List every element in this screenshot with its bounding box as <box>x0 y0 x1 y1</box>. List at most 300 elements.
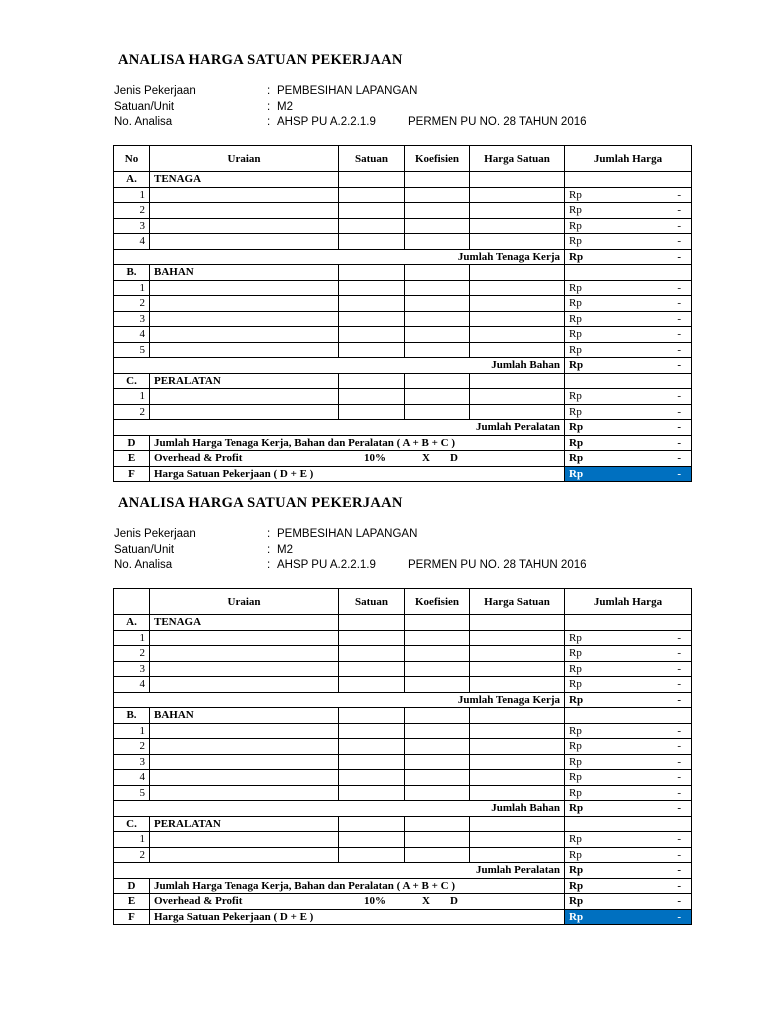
amount-value: - <box>677 297 681 309</box>
uraian-cell <box>150 754 339 770</box>
amount-value: - <box>677 405 681 418</box>
table-row <box>114 187 692 203</box>
row-number: 1 <box>114 723 150 739</box>
koefisien-cell <box>405 754 470 770</box>
summary-label <box>150 894 565 910</box>
uraian-cell <box>150 203 339 219</box>
uraian-cell <box>150 234 339 250</box>
harga-satuan-cell <box>470 630 565 646</box>
koefisien-cell <box>405 342 470 358</box>
uraian-cell <box>150 218 339 234</box>
no-analisa-row <box>114 114 634 130</box>
amount-value: - <box>677 436 681 449</box>
jumlah-harga-cell <box>565 234 692 250</box>
currency-label: Rp <box>569 297 582 310</box>
koefisien-cell <box>405 847 470 863</box>
header-satuan: Satuan <box>339 146 405 172</box>
uraian-cell <box>150 389 339 405</box>
currency-label: Rp <box>569 281 582 294</box>
analysis-table <box>113 145 692 482</box>
summary-row <box>114 894 692 910</box>
table-row <box>114 677 692 693</box>
header-koefisien: Koefisien <box>405 589 470 615</box>
uraian-cell <box>150 630 339 646</box>
koefisien-cell <box>405 646 470 662</box>
header-no: No <box>114 146 150 172</box>
koefisien-cell <box>405 311 470 327</box>
summary-label <box>150 878 565 894</box>
summary-letter: D <box>114 435 150 451</box>
group-name: BAHAN <box>150 708 339 724</box>
row-number: 3 <box>114 311 150 327</box>
overhead-percent: 10% <box>364 452 386 465</box>
amount-value: - <box>677 740 681 752</box>
amount-value: - <box>677 771 681 783</box>
empty-cell <box>405 615 470 631</box>
summary-label <box>150 909 565 925</box>
koefisien-cell <box>405 389 470 405</box>
summary-row <box>114 909 692 925</box>
summary-label <box>150 466 565 482</box>
uraian-cell <box>150 770 339 786</box>
jumlah-harga-cell <box>565 358 692 374</box>
satuan-cell <box>339 327 405 343</box>
header-uraian: Uraian <box>150 146 339 172</box>
group-header-row <box>114 816 692 832</box>
koefisien-cell <box>405 187 470 203</box>
empty-cell <box>339 816 405 832</box>
koefisien-cell <box>405 630 470 646</box>
satuan-cell <box>339 630 405 646</box>
amount-value: - <box>677 647 681 659</box>
uraian-cell <box>150 280 339 296</box>
harga-satuan-cell <box>470 311 565 327</box>
row-number: 4 <box>114 677 150 693</box>
summary-text: Harga Satuan Pekerjaan ( D + E ) <box>154 910 314 923</box>
amount-value: - <box>677 421 681 433</box>
jumlah-harga-cell <box>565 342 692 358</box>
row-number: 3 <box>114 754 150 770</box>
summary-row <box>114 466 692 482</box>
table-row <box>114 203 692 219</box>
uraian-cell <box>150 739 339 755</box>
header-harga-satuan: Harga Satuan <box>470 589 565 615</box>
satuan-unit-label: Satuan/Unit <box>114 101 175 113</box>
jenis-pekerjaan-label: Jenis Pekerjaan <box>114 528 196 540</box>
satuan-cell <box>339 770 405 786</box>
uraian-cell <box>150 404 339 420</box>
group-header-row <box>114 615 692 631</box>
no-analisa-label: No. Analisa <box>114 559 173 571</box>
uraian-cell <box>150 785 339 801</box>
empty-cell <box>405 373 470 389</box>
table-row <box>114 389 692 405</box>
amount-value: - <box>677 359 681 371</box>
koefisien-cell <box>405 296 470 312</box>
subtotal-row <box>114 249 692 265</box>
koefisien-cell <box>405 234 470 250</box>
table-row <box>114 770 692 786</box>
uraian-cell <box>150 342 339 358</box>
currency-label: Rp <box>569 848 582 861</box>
colon-separator: : <box>267 559 271 571</box>
amount-value: - <box>677 312 681 325</box>
jumlah-harga-cell <box>565 878 692 894</box>
regulation-reference: PERMEN PU NO. 28 TAHUN 2016 <box>408 116 587 128</box>
harga-satuan-cell <box>470 785 565 801</box>
header-harga-satuan: Harga Satuan <box>470 146 565 172</box>
jumlah-harga-cell <box>565 801 692 817</box>
table-row <box>114 646 692 662</box>
subtotal-row <box>114 692 692 708</box>
currency-label: Rp <box>569 390 582 403</box>
currency-label: Rp <box>569 436 584 449</box>
harga-satuan-cell <box>470 327 565 343</box>
empty-cell <box>405 816 470 832</box>
jumlah-harga-cell <box>565 327 692 343</box>
jumlah-harga-cell <box>565 389 692 405</box>
header-uraian: Uraian <box>150 589 339 615</box>
currency-label: Rp <box>569 188 582 201</box>
table-row <box>114 847 692 863</box>
header-satuan: Satuan <box>339 589 405 615</box>
satuan-cell <box>339 646 405 662</box>
summary-text: Jumlah Harga Tenaga Kerja, Bahan dan Peralatan ( A + B + C ) <box>154 879 456 892</box>
header-no <box>114 589 150 615</box>
harga-satuan-cell <box>470 832 565 848</box>
subtotal-row <box>114 420 692 436</box>
jumlah-harga-cell <box>565 847 692 863</box>
jumlah-harga-cell <box>565 723 692 739</box>
jumlah-harga-cell <box>565 311 692 327</box>
currency-label: Rp <box>569 724 582 737</box>
empty-cell <box>339 615 405 631</box>
currency-label: Rp <box>569 452 584 465</box>
row-number: 1 <box>114 187 150 203</box>
empty-cell <box>339 373 405 389</box>
amount-value: - <box>677 235 681 247</box>
table-row <box>114 785 692 801</box>
jenis-pekerjaan-row <box>114 83 634 99</box>
row-number: 5 <box>114 785 150 801</box>
empty-cell <box>470 373 565 389</box>
currency-label: Rp <box>569 740 582 753</box>
jumlah-harga-cell <box>565 909 692 925</box>
uraian-cell <box>150 296 339 312</box>
table-row <box>114 342 692 358</box>
jumlah-harga-cell <box>565 739 692 755</box>
currency-label: Rp <box>569 833 582 846</box>
multiply-sign: X <box>422 452 430 465</box>
row-number: 1 <box>114 832 150 848</box>
harga-satuan-cell <box>470 218 565 234</box>
subtotal-label: Jumlah Tenaga Kerja <box>114 692 565 708</box>
currency-label: Rp <box>569 771 582 784</box>
satuan-cell <box>339 754 405 770</box>
harga-satuan-cell <box>470 296 565 312</box>
amount-value: - <box>677 755 681 768</box>
row-number: 2 <box>114 739 150 755</box>
jumlah-harga-cell <box>565 754 692 770</box>
harga-satuan-cell <box>470 389 565 405</box>
currency-label: Rp <box>569 631 582 644</box>
jumlah-harga-cell <box>565 187 692 203</box>
amount-value: - <box>677 452 681 464</box>
uraian-cell <box>150 847 339 863</box>
satuan-cell <box>339 404 405 420</box>
table-row <box>114 723 692 739</box>
table-row <box>114 296 692 312</box>
empty-cell <box>339 708 405 724</box>
table-row <box>114 311 692 327</box>
uraian-cell <box>150 661 339 677</box>
group-name: TENAGA <box>150 172 339 188</box>
overhead-label: Overhead & Profit <box>154 452 243 465</box>
empty-cell <box>470 172 565 188</box>
subtotal-row <box>114 358 692 374</box>
group-header-row <box>114 265 692 281</box>
overhead-label: Overhead & Profit <box>154 895 243 908</box>
satuan-unit-row <box>114 542 634 558</box>
currency-label: Rp <box>569 312 582 325</box>
summary-letter: D <box>114 878 150 894</box>
satuan-cell <box>339 661 405 677</box>
row-number: 1 <box>114 630 150 646</box>
overhead-percent: 10% <box>364 895 386 908</box>
amount-value: - <box>677 219 681 232</box>
koefisien-cell <box>405 203 470 219</box>
jumlah-harga-cell <box>565 218 692 234</box>
group-letter: A. <box>114 172 150 188</box>
jumlah-harga-cell <box>565 630 692 646</box>
uraian-cell <box>150 677 339 693</box>
jumlah-harga-cell <box>565 646 692 662</box>
jumlah-harga-cell <box>565 894 692 910</box>
overhead-reference: D <box>450 452 458 465</box>
koefisien-cell <box>405 280 470 296</box>
table-row <box>114 218 692 234</box>
satuan-cell <box>339 389 405 405</box>
subtotal-label: Jumlah Peralatan <box>114 420 565 436</box>
no-analisa-label: No. Analisa <box>114 116 173 128</box>
row-number: 4 <box>114 234 150 250</box>
table-row <box>114 280 692 296</box>
koefisien-cell <box>405 327 470 343</box>
harga-satuan-cell <box>470 280 565 296</box>
summary-label <box>150 435 565 451</box>
table-row <box>114 327 692 343</box>
summary-label <box>150 451 565 467</box>
harga-satuan-cell <box>470 187 565 203</box>
koefisien-cell <box>405 218 470 234</box>
currency-label: Rp <box>569 405 582 418</box>
currency-label: Rp <box>569 802 584 815</box>
table-row <box>114 832 692 848</box>
satuan-unit-value: M2 <box>277 101 293 113</box>
empty-cell <box>565 373 692 389</box>
summary-row <box>114 435 692 451</box>
harga-satuan-cell <box>470 770 565 786</box>
summary-letter: E <box>114 894 150 910</box>
group-header-row <box>114 172 692 188</box>
table-row <box>114 630 692 646</box>
satuan-unit-row <box>114 99 634 115</box>
subtotal-row <box>114 801 692 817</box>
satuan-cell <box>339 677 405 693</box>
amount-value: - <box>677 343 681 356</box>
group-header-row <box>114 708 692 724</box>
koefisien-cell <box>405 739 470 755</box>
group-letter: A. <box>114 615 150 631</box>
jumlah-harga-cell <box>565 435 692 451</box>
currency-label: Rp <box>569 910 584 923</box>
satuan-cell <box>339 739 405 755</box>
group-letter: C. <box>114 373 150 389</box>
colon-separator: : <box>267 116 271 128</box>
group-name: PERALATAN <box>150 373 339 389</box>
group-letter: B. <box>114 708 150 724</box>
amount-value: - <box>677 281 681 294</box>
amount-value: - <box>677 693 681 706</box>
satuan-cell <box>339 187 405 203</box>
row-number: 3 <box>114 218 150 234</box>
empty-cell <box>339 172 405 188</box>
empty-cell <box>339 265 405 281</box>
currency-label: Rp <box>569 755 582 768</box>
table-row <box>114 404 692 420</box>
harga-satuan-cell <box>470 754 565 770</box>
jumlah-harga-cell <box>565 280 692 296</box>
subtotal-row <box>114 863 692 879</box>
harga-satuan-cell <box>470 203 565 219</box>
amount-value: - <box>677 204 681 216</box>
amount-value: - <box>677 833 681 845</box>
satuan-cell <box>339 280 405 296</box>
currency-label: Rp <box>569 235 582 248</box>
amount-value: - <box>677 631 681 644</box>
currency-label: Rp <box>569 467 584 480</box>
colon-separator: : <box>267 544 271 556</box>
jumlah-harga-cell <box>565 692 692 708</box>
jenis-pekerjaan-value: PEMBESIHAN LAPANGAN <box>277 85 418 97</box>
empty-cell <box>470 265 565 281</box>
currency-label: Rp <box>569 250 584 263</box>
jumlah-harga-cell <box>565 296 692 312</box>
amount-value: - <box>677 467 681 480</box>
group-letter: B. <box>114 265 150 281</box>
subtotal-label: Jumlah Bahan <box>114 801 565 817</box>
currency-label: Rp <box>569 693 584 706</box>
satuan-unit-label: Satuan/Unit <box>114 544 175 556</box>
harga-satuan-cell <box>470 342 565 358</box>
amount-value: - <box>677 390 681 402</box>
group-name: BAHAN <box>150 265 339 281</box>
koefisien-cell <box>405 404 470 420</box>
empty-cell <box>405 172 470 188</box>
jenis-pekerjaan-value: PEMBESIHAN LAPANGAN <box>277 528 418 540</box>
koefisien-cell <box>405 785 470 801</box>
row-number: 3 <box>114 661 150 677</box>
satuan-unit-value: M2 <box>277 544 293 556</box>
row-number: 2 <box>114 847 150 863</box>
harga-satuan-cell <box>470 234 565 250</box>
harga-satuan-cell <box>470 723 565 739</box>
empty-cell <box>565 615 692 631</box>
section-title: ANALISA HARGA SATUAN PEKERJAAN <box>118 495 403 511</box>
no-analisa-value: AHSP PU A.2.2.1.9 <box>277 559 376 571</box>
amount-value: - <box>677 724 681 737</box>
subtotal-label: Jumlah Peralatan <box>114 863 565 879</box>
satuan-cell <box>339 218 405 234</box>
no-analisa-value: AHSP PU A.2.2.1.9 <box>277 116 376 128</box>
empty-cell <box>565 708 692 724</box>
amount-value: - <box>677 895 681 907</box>
summary-letter: F <box>114 466 150 482</box>
satuan-cell <box>339 832 405 848</box>
row-number: 4 <box>114 327 150 343</box>
currency-label: Rp <box>569 879 584 892</box>
jumlah-harga-cell <box>565 466 692 482</box>
no-analisa-row <box>114 557 634 573</box>
table-header-row <box>114 146 692 172</box>
amount-value: - <box>677 662 681 675</box>
jumlah-harga-cell <box>565 832 692 848</box>
colon-separator: : <box>267 528 271 540</box>
row-number: 1 <box>114 389 150 405</box>
group-name: TENAGA <box>150 615 339 631</box>
harga-satuan-cell <box>470 661 565 677</box>
koefisien-cell <box>405 832 470 848</box>
empty-cell <box>405 265 470 281</box>
currency-label: Rp <box>569 343 582 356</box>
empty-cell <box>565 172 692 188</box>
satuan-cell <box>339 296 405 312</box>
summary-letter: E <box>114 451 150 467</box>
table-header-row <box>114 589 692 615</box>
header-koefisien: Koefisien <box>405 146 470 172</box>
currency-label: Rp <box>569 895 584 908</box>
table-row <box>114 234 692 250</box>
amount-value: - <box>677 910 681 923</box>
amount-value: - <box>677 848 681 861</box>
currency-label: Rp <box>569 786 582 799</box>
currency-label: Rp <box>569 678 582 691</box>
harga-satuan-cell <box>470 739 565 755</box>
group-name: PERALATAN <box>150 816 339 832</box>
jumlah-harga-cell <box>565 420 692 436</box>
jumlah-harga-cell <box>565 203 692 219</box>
jumlah-harga-cell <box>565 249 692 265</box>
row-number: 2 <box>114 203 150 219</box>
amount-value: - <box>677 879 681 892</box>
overhead-reference: D <box>450 895 458 908</box>
satuan-cell <box>339 847 405 863</box>
analysis-table <box>113 588 692 925</box>
uraian-cell <box>150 311 339 327</box>
row-number: 1 <box>114 280 150 296</box>
multiply-sign: X <box>422 895 430 908</box>
jumlah-harga-cell <box>565 677 692 693</box>
summary-row <box>114 878 692 894</box>
row-number: 2 <box>114 404 150 420</box>
empty-cell <box>405 708 470 724</box>
colon-separator: : <box>267 101 271 113</box>
satuan-cell <box>339 311 405 327</box>
row-number: 2 <box>114 646 150 662</box>
amount-value: - <box>677 802 681 814</box>
group-header-row <box>114 373 692 389</box>
section-title: ANALISA HARGA SATUAN PEKERJAAN <box>118 52 403 68</box>
